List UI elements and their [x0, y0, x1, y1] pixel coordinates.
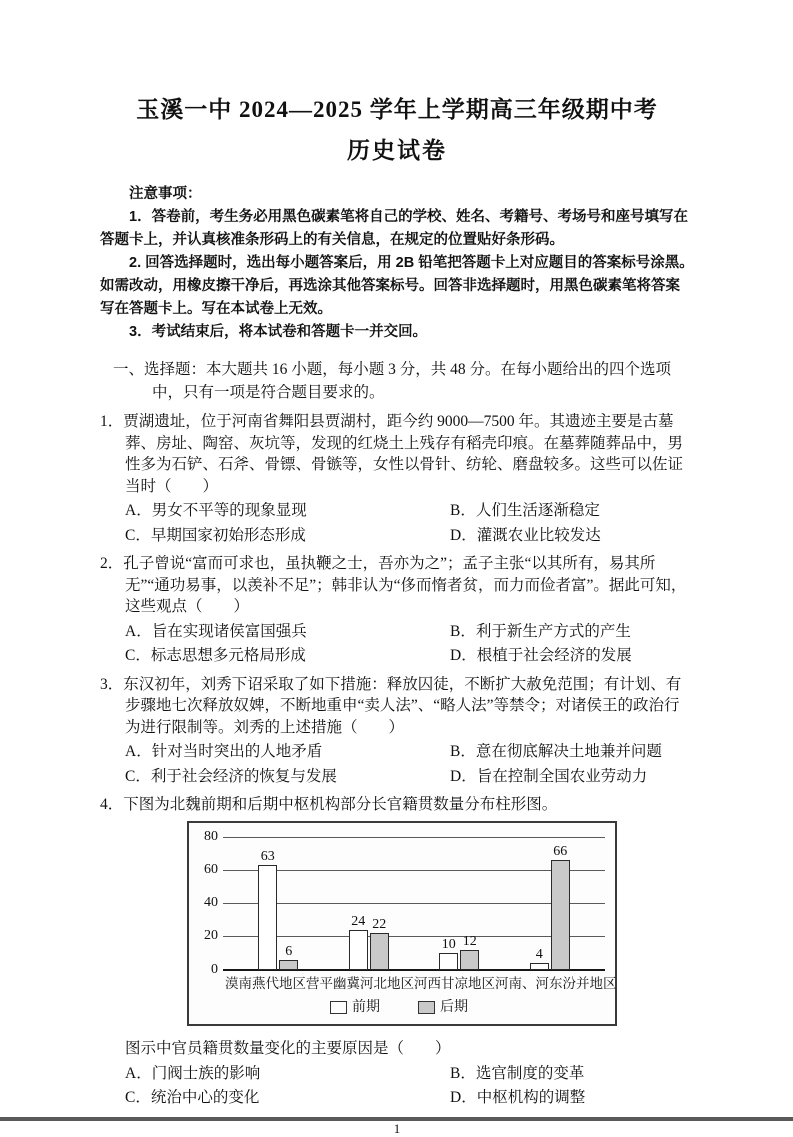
chart-bar-value-label: 66	[553, 843, 568, 859]
question-1-number: 1．	[100, 413, 124, 430]
chart-bar	[370, 917, 389, 970]
question-3-stem: 3．东汉初年，刘秀下诏采取了如下措施：释放囚徒，不断扩大赦免范围；有计划、有步骤地七次释放奴婢，不断地重申“卖人法”、“略人法”等禁令；对诸侯王的政治行为进行限制等。刘秀的上述措施（ ）	[100, 675, 682, 736]
question-2-options	[100, 621, 694, 667]
chart-bar-group	[349, 914, 389, 970]
chart-category-label: 河西甘凉地区	[414, 975, 495, 991]
exam-title: 玉溪一中 2024—2025 学年上学期高三年级期中考	[136, 97, 658, 122]
chart-y-tick-label: 20	[204, 928, 218, 944]
chart-category-label: 漠南燕代地区	[225, 975, 306, 991]
option-1d: D．灌溉农业比较发达	[450, 526, 601, 544]
question-1-stem: 1．贾湖遗址，位于河南省舞阳县贾湖村，距今约 9000—7500 年。其遗迹主要是古墓葬、房址、陶窑、灰坑等，发现的红烧土上残存有稻壳印痕。在墓葬随葬品中，男性多为石铲、石斧、骨镖、骨镞等，女性以骨针、纺轮、磨盘较多。这些可以佐证当时（ ）	[100, 413, 684, 495]
chart-bar-rect	[279, 960, 298, 970]
legend-item-houqi: 后期	[418, 997, 468, 1019]
question-1	[100, 411, 694, 546]
question-4	[100, 794, 694, 1109]
chart-bar-value-label: 63	[260, 848, 275, 864]
option-3a: A．针对当时突出的人地矛盾	[125, 743, 323, 760]
legend-swatch	[330, 1001, 347, 1014]
option-2a: A．旨在实现诸侯富国强兵	[125, 622, 307, 640]
option-3d: D．旨在控制全国农业劳动力	[450, 767, 648, 785]
chart-bar-group	[439, 934, 479, 970]
option-3b: B．意在彻底解决土地兼并问题	[450, 743, 662, 760]
chart-bar	[551, 844, 570, 970]
chart-bar-value-label: 10	[441, 936, 456, 952]
chart-bar	[530, 947, 549, 970]
chart-bar-rect	[258, 865, 277, 970]
chart-bar-value-label: 6	[285, 943, 293, 959]
question-3-options	[100, 741, 694, 787]
scan-edge-bar	[0, 1117, 793, 1121]
chart-bar-value-label: 24	[351, 913, 366, 929]
option-4a: A．门阀士族的影响	[125, 1064, 261, 1082]
chart-category-label: 营平幽冀河北地区	[306, 975, 414, 991]
chart-bar-rect	[439, 953, 458, 970]
chart-categories	[223, 970, 617, 993]
chart-bar-rect	[551, 860, 570, 970]
option-4b: B．选官制度的变革	[450, 1064, 585, 1082]
option-1b: B．人们生活逐渐稳定	[450, 502, 600, 519]
option-2d: D．根植于社会经济的发展	[450, 647, 632, 664]
question-2	[100, 553, 694, 667]
chart-category-label: 河南、河东汾并地区	[495, 975, 617, 991]
chart-bar	[258, 849, 277, 970]
question-2-stem: 2．孔子曾说“富而可求也，虽执鞭之士，吾亦为之”；孟子主张“以其所有，易其所无”“通功易事，以羡补不足”；韩非认为“侈而惰者贫，而力而俭者富”。据此可知，这些观点（ ）	[100, 555, 687, 615]
notice-item-2: 2. 回答选择题时，选出每小题答案后，用 2B 铅笔把答题卡上对应题目的答案标号涂黑。如需改动，用橡皮擦干净后，再选涂其他答案标号。回答非选择题时，用黑色碳素笔将答案写在答题卡上。写在本试卷上无效。	[100, 255, 694, 317]
chart-bar-group	[258, 849, 298, 970]
notice-section	[100, 183, 694, 344]
notice-heading: 注意事项：	[129, 186, 202, 202]
chart-bar-group	[530, 844, 570, 970]
question-4-intro: 4．下图为北魏前期和后期中枢机构部分长官籍贯数量分布柱形图。	[100, 796, 558, 813]
chart-bar-value-label: 22	[372, 916, 387, 932]
notice-item-1: 1．答卷前，考生务必用黑色碳素笔将自己的学校、姓名、考籍号、考场号和座号填写在答题卡上，并认真核准条形码上的有关信息，在规定的位置贴好条形码。	[100, 209, 689, 248]
question-4-options	[100, 1063, 694, 1109]
chart-y-tick-label: 40	[204, 895, 218, 910]
chart-bar	[439, 937, 458, 970]
option-4c: C．统治中心的变化	[125, 1089, 260, 1106]
option-1a: A．男女不平等的现象显现	[125, 502, 307, 519]
chart-bar-rect	[349, 930, 368, 970]
chart-bar-rect	[370, 933, 389, 970]
chart-y-tick-label: 80	[204, 828, 218, 844]
section-heading: 一、选择题：本大题共 16 小题，每小题 3 分，共 48 分。在每小题给出的四个选项中，只有一项是符合题目要求的。	[113, 361, 672, 401]
chart-bar-value-label: 4	[535, 946, 543, 962]
option-1c: C．早期国家初始形态形成	[125, 526, 306, 544]
chart-bar-rect	[460, 950, 479, 970]
legend-item-qianqi: 前期	[330, 997, 380, 1019]
chart-bar	[460, 934, 479, 970]
chart-bar-rect	[530, 963, 549, 970]
option-3c: C．利于社会经济的恢复与发展	[125, 767, 337, 785]
question-4-number: 4．	[100, 796, 124, 813]
question-2-number: 2．	[100, 555, 124, 572]
chart-plot	[204, 828, 605, 977]
option-2c: C．标志思想多元格局形成	[125, 647, 306, 664]
bar-chart	[187, 821, 617, 1027]
exam-subtitle: 历史试卷	[347, 138, 447, 163]
question-4-continuation: 图示中官员籍贯数量变化的主要原因是（ ）	[125, 1040, 451, 1057]
chart-bar-value-label: 12	[462, 933, 477, 949]
chart-y-tick-label: 0	[211, 961, 218, 977]
chart-bar	[279, 944, 298, 970]
question-3-number: 3．	[100, 675, 124, 693]
option-2b: B．利于新生产方式的产生	[450, 622, 631, 640]
chart-y-tick-label: 60	[204, 861, 218, 877]
chart-bar-groups	[223, 837, 605, 970]
question-1-options	[100, 500, 694, 546]
chart-legend	[193, 997, 605, 1019]
legend-swatch	[418, 1001, 435, 1014]
notice-item-3: 3．考试结束后，将本试卷和答题卡一并交回。	[129, 324, 428, 340]
chart-bar	[349, 914, 368, 970]
page-number: 1	[393, 1120, 401, 1136]
question-3	[100, 674, 694, 788]
option-4d: D．中枢机构的调整	[450, 1089, 586, 1106]
